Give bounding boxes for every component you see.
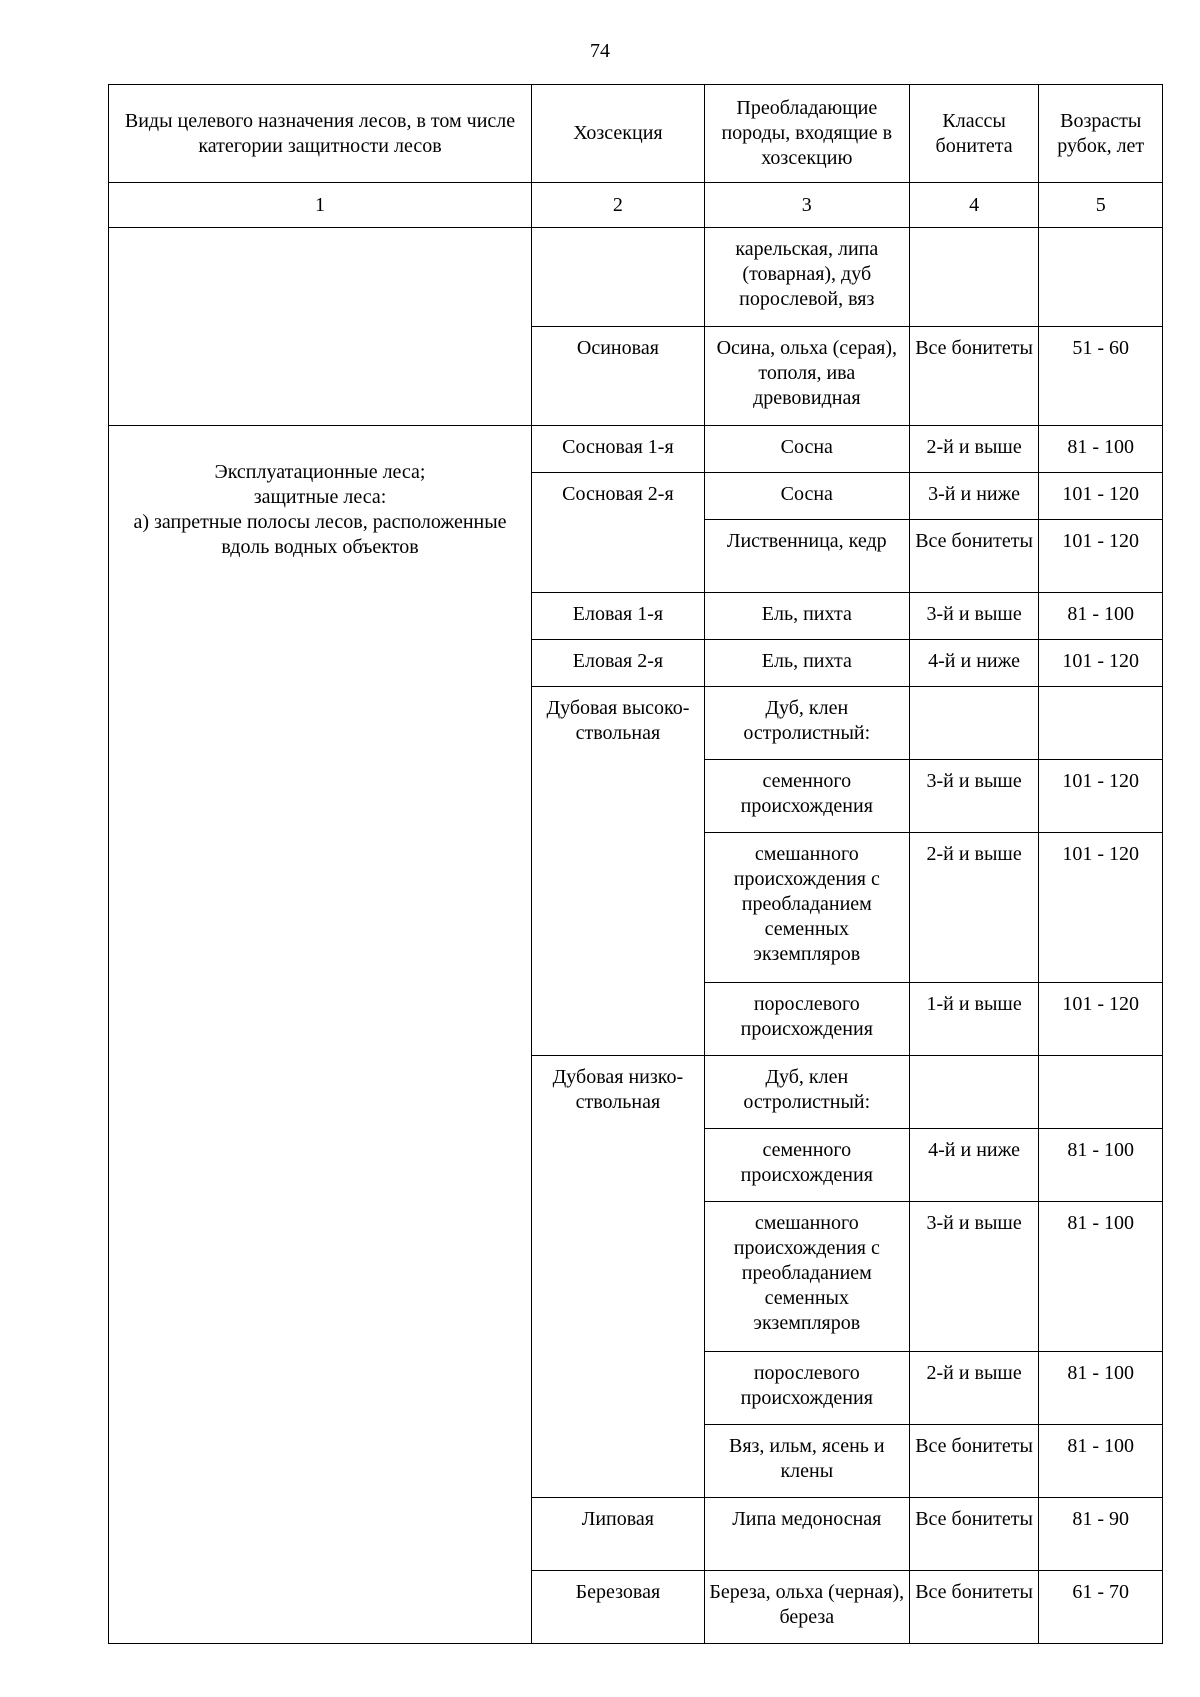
age-cell	[1039, 228, 1163, 327]
species-cell: семенного происхождения	[704, 760, 909, 833]
forest-management-table	[108, 84, 1163, 1644]
species-cell: порослевого происхождения	[704, 983, 909, 1056]
column-number: 3	[704, 183, 909, 228]
bonitet-cell: 3-й и выше	[909, 593, 1039, 640]
bonitet-cell: Все бонитеты	[909, 520, 1039, 593]
age-cell: 101 - 120	[1039, 520, 1163, 593]
bonitet-cell: Все бонитеты	[909, 1498, 1039, 1571]
header-forest-purpose: Виды целевого назначения лесов, в том числе категории защитности лесов	[109, 85, 532, 183]
age-cell: 101 - 120	[1039, 983, 1163, 1056]
species-cell: карельская, липа (товарная), дуб порослевой, вяз	[704, 228, 909, 327]
age-cell: 81 - 100	[1039, 1202, 1163, 1352]
species-cell: Сосна	[704, 426, 909, 473]
species-cell: Липа медоносная	[704, 1498, 909, 1571]
age-cell: 81 - 100	[1039, 1352, 1163, 1425]
bonitet-cell: 3-й и ниже	[909, 473, 1039, 520]
bonitet-cell	[909, 1056, 1039, 1129]
bonitet-cell: 2-й и выше	[909, 1352, 1039, 1425]
species-cell: Дуб, клен остролистный:	[704, 1056, 909, 1129]
table-row	[109, 228, 1163, 327]
section-cell: Сосновая 1-я	[532, 426, 705, 473]
species-cell: Ель, пихта	[704, 640, 909, 687]
bonitet-cell	[909, 687, 1039, 760]
bonitet-cell: 1-й и выше	[909, 983, 1039, 1056]
bonitet-cell: Все бонитеты	[909, 327, 1039, 426]
header-felling-age: Возрасты рубок, лет	[1039, 85, 1163, 183]
species-cell: Лиственница, кедр	[704, 520, 909, 593]
table-header-row	[109, 85, 1163, 183]
page-number: 74	[590, 40, 610, 62]
section-cell: Еловая 1-я	[532, 593, 705, 640]
section-cell: Липовая	[532, 1498, 705, 1571]
bonitet-cell: 4-й и ниже	[909, 1129, 1039, 1202]
column-number: 2	[532, 183, 705, 228]
bonitet-cell: Все бонитеты	[909, 1425, 1039, 1498]
purpose-cell	[109, 426, 532, 1644]
purpose-text: Эксплуатационные леса; защитные леса: а) запретные полосы лесов, расположенные вдоль водных объектов	[133, 461, 507, 558]
column-number: 1	[109, 183, 532, 228]
bonitet-cell: 2-й и выше	[909, 833, 1039, 983]
section-cell: Еловая 2-я	[532, 640, 705, 687]
species-cell: Вяз, ильм, ясень и клены	[704, 1425, 909, 1498]
header-bonitet-class: Классы бонитета	[909, 85, 1039, 183]
bonitet-cell: 3-й и выше	[909, 760, 1039, 833]
bonitet-cell: 2-й и выше	[909, 426, 1039, 473]
table-row	[109, 426, 1163, 473]
age-cell: 101 - 120	[1039, 473, 1163, 520]
age-cell: 101 - 120	[1039, 833, 1163, 983]
age-cell: 81 - 100	[1039, 426, 1163, 473]
species-cell: Дуб, клен остролистный:	[704, 687, 909, 760]
species-cell: смешанного происхождения с преобладанием семенных экземпляров	[704, 1202, 909, 1352]
species-cell: Ель, пихта	[704, 593, 909, 640]
bonitet-cell: 4-й и ниже	[909, 640, 1039, 687]
age-cell: 101 - 120	[1039, 760, 1163, 833]
header-section: Хозсекция	[532, 85, 705, 183]
age-cell: 101 - 120	[1039, 640, 1163, 687]
species-cell: Осина, ольха (серая), тополя, ива древовидная	[704, 327, 909, 426]
bonitet-cell: Все бонитеты	[909, 1571, 1039, 1644]
age-cell: 81 - 90	[1039, 1498, 1163, 1571]
section-cell: Березовая	[532, 1571, 705, 1644]
section-cell: Дубовая высоко-ствольная	[532, 687, 705, 1056]
column-number-row	[109, 183, 1163, 228]
age-cell: 51 - 60	[1039, 327, 1163, 426]
bonitet-cell	[909, 228, 1039, 327]
species-cell: Сосна	[704, 473, 909, 520]
species-cell: Береза, ольха (черная), береза	[704, 1571, 909, 1644]
age-cell: 81 - 100	[1039, 593, 1163, 640]
purpose-cell-empty	[109, 228, 532, 426]
age-cell: 81 - 100	[1039, 1425, 1163, 1498]
column-number: 4	[909, 183, 1039, 228]
age-cell: 81 - 100	[1039, 1129, 1163, 1202]
section-cell	[532, 228, 705, 327]
age-cell: 61 - 70	[1039, 1571, 1163, 1644]
section-cell: Сосновая 2-я	[532, 473, 705, 593]
section-cell: Осиновая	[532, 327, 705, 426]
species-cell: семенного происхождения	[704, 1129, 909, 1202]
bonitet-cell: 3-й и выше	[909, 1202, 1039, 1352]
species-cell: смешанного происхождения с преобладанием семенных экземпляров	[704, 833, 909, 983]
column-number: 5	[1039, 183, 1163, 228]
age-cell	[1039, 687, 1163, 760]
section-cell: Дубовая низко-ствольная	[532, 1056, 705, 1498]
species-cell: порослевого происхождения	[704, 1352, 909, 1425]
age-cell	[1039, 1056, 1163, 1129]
header-species: Преобладающие породы, входящие в хозсекцию	[704, 85, 909, 183]
